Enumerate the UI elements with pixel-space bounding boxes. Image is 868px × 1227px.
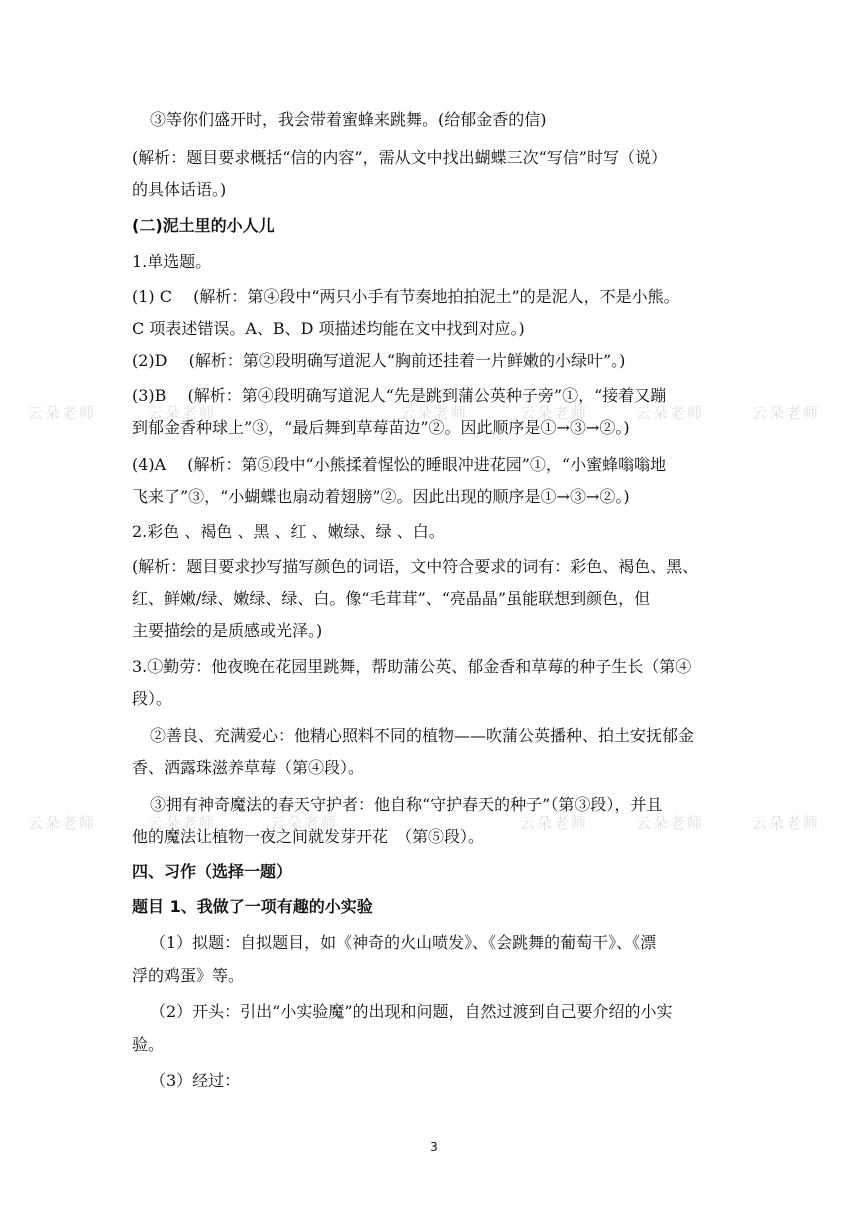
watermark-text: 云朵老师 — [148, 814, 217, 832]
answer-line: 3.①勤劳：他夜晚在花园里跳舞，帮助蒲公英、郁金香和草莓的种子生长（第④ — [132, 657, 692, 676]
text-line: 红、鲜嫩/绿、嫩绿、绿、白。像“毛茸茸”、“亮晶晶”虽能联想到颜色，但 — [132, 589, 651, 608]
watermark-text: 云朵老师 — [270, 814, 339, 832]
watermark-text: 云朵老师 — [28, 814, 97, 832]
text-line: (解析：题目要求概括“信的内容”，需从文中找出蝴蝶三次“写信”时写（说） — [132, 148, 667, 167]
watermark-text: 云朵老师 — [636, 814, 705, 832]
answer-line: 到郁金香种球上”③，“最后舞到草莓苗边”②。因此顺序是①→③→②。) — [132, 418, 630, 437]
text-line: 主要描绘的是质感或光泽。) — [132, 621, 323, 640]
answer-line: 段）。 — [132, 689, 173, 708]
answer-line: C 项表述错误。A、B、D 项描述均能在文中找到对应。) — [132, 319, 525, 338]
text-line: （3）经过： — [150, 1071, 241, 1090]
answer-line: ③拥有神奇魔法的春天守护者：他自称“守护春天的种子”（第③段），并且 — [150, 795, 663, 814]
text-line: 浮的鸡蛋》等。 — [132, 966, 245, 985]
watermark-text: 云朵老师 — [28, 404, 97, 422]
watermark-text: 云朵老师 — [636, 404, 705, 422]
text-line: (解析：题目要求抄写描写颜色的词语，文中符合要求的词有：彩色、褐色、黑、 — [132, 557, 699, 576]
page-number: 3 — [430, 1140, 438, 1154]
answer-line: 香、洒露珠滋养草莓（第④段）。 — [132, 758, 365, 777]
watermark-text: 云朵老师 — [520, 404, 589, 422]
answer-line: (4)A (解析：第⑤段中“小熊揉着惺忪的睡眼冲进花园”①，“小蜜蜂嗡嗡地 — [132, 455, 667, 474]
answer-line: (2)D (解析：第②段明确写道泥人“胸前还挂着一片鲜嫩的小绿叶”。) — [132, 351, 626, 370]
answer-line: (1) C (解析：第④段中“两只小手有节奏地拍拍泥土”的是泥人，不是小熊。 — [132, 287, 680, 306]
section-heading: (二)泥土里的小人儿 — [132, 216, 275, 235]
watermark-text: 云朵老师 — [400, 404, 469, 422]
watermark-text: 云朵老师 — [148, 404, 217, 422]
text-line: （1）拟题：自拟题目，如《神奇的火山喷发》、《会跳舞的葡萄干》、《漂 — [150, 933, 657, 952]
question-number: 1.单选题。 — [132, 252, 212, 271]
answer-line: (3)B (解析：第④段明确写道泥人“先是跳到蒲公英种子旁”①，“接着又蹦 — [132, 386, 667, 405]
text-line: 验。 — [132, 1035, 165, 1054]
watermark-text: 云朵老师 — [752, 404, 821, 422]
watermark-text: 云朵老师 — [752, 814, 821, 832]
section-heading: 四、习作（选择一题） — [132, 862, 293, 881]
watermark-text: 云朵老师 — [520, 814, 589, 832]
topic-title: 题目 1、我做了一项有趣的小实验 — [132, 897, 373, 916]
text-line: 的具体话语。) — [132, 180, 227, 199]
answer-line: 他的魔法让植物一夜之间就发芽开花 （第⑤段）。 — [132, 827, 485, 846]
text-line: ③等你们盛开时，我会带着蜜蜂来跳舞。(给郁金香的信) — [150, 110, 547, 129]
answer-line: 飞来了”③，“小蝴蝶也扇动着翅膀”②。因此出现的顺序是①→③→②。) — [132, 487, 630, 506]
answer-line: ②善良、充满爱心：他精心照料不同的植物——吹蒲公英播种、拍土安抚郁金 — [150, 726, 695, 745]
text-line: （2）开头：引出“小实验魔”的出现和问题，自然过渡到自己要介绍的小实 — [150, 1002, 673, 1021]
answer-line: 2.彩色 、褐色 、黑 、红 、嫩绿、绿 、白。 — [132, 522, 445, 541]
